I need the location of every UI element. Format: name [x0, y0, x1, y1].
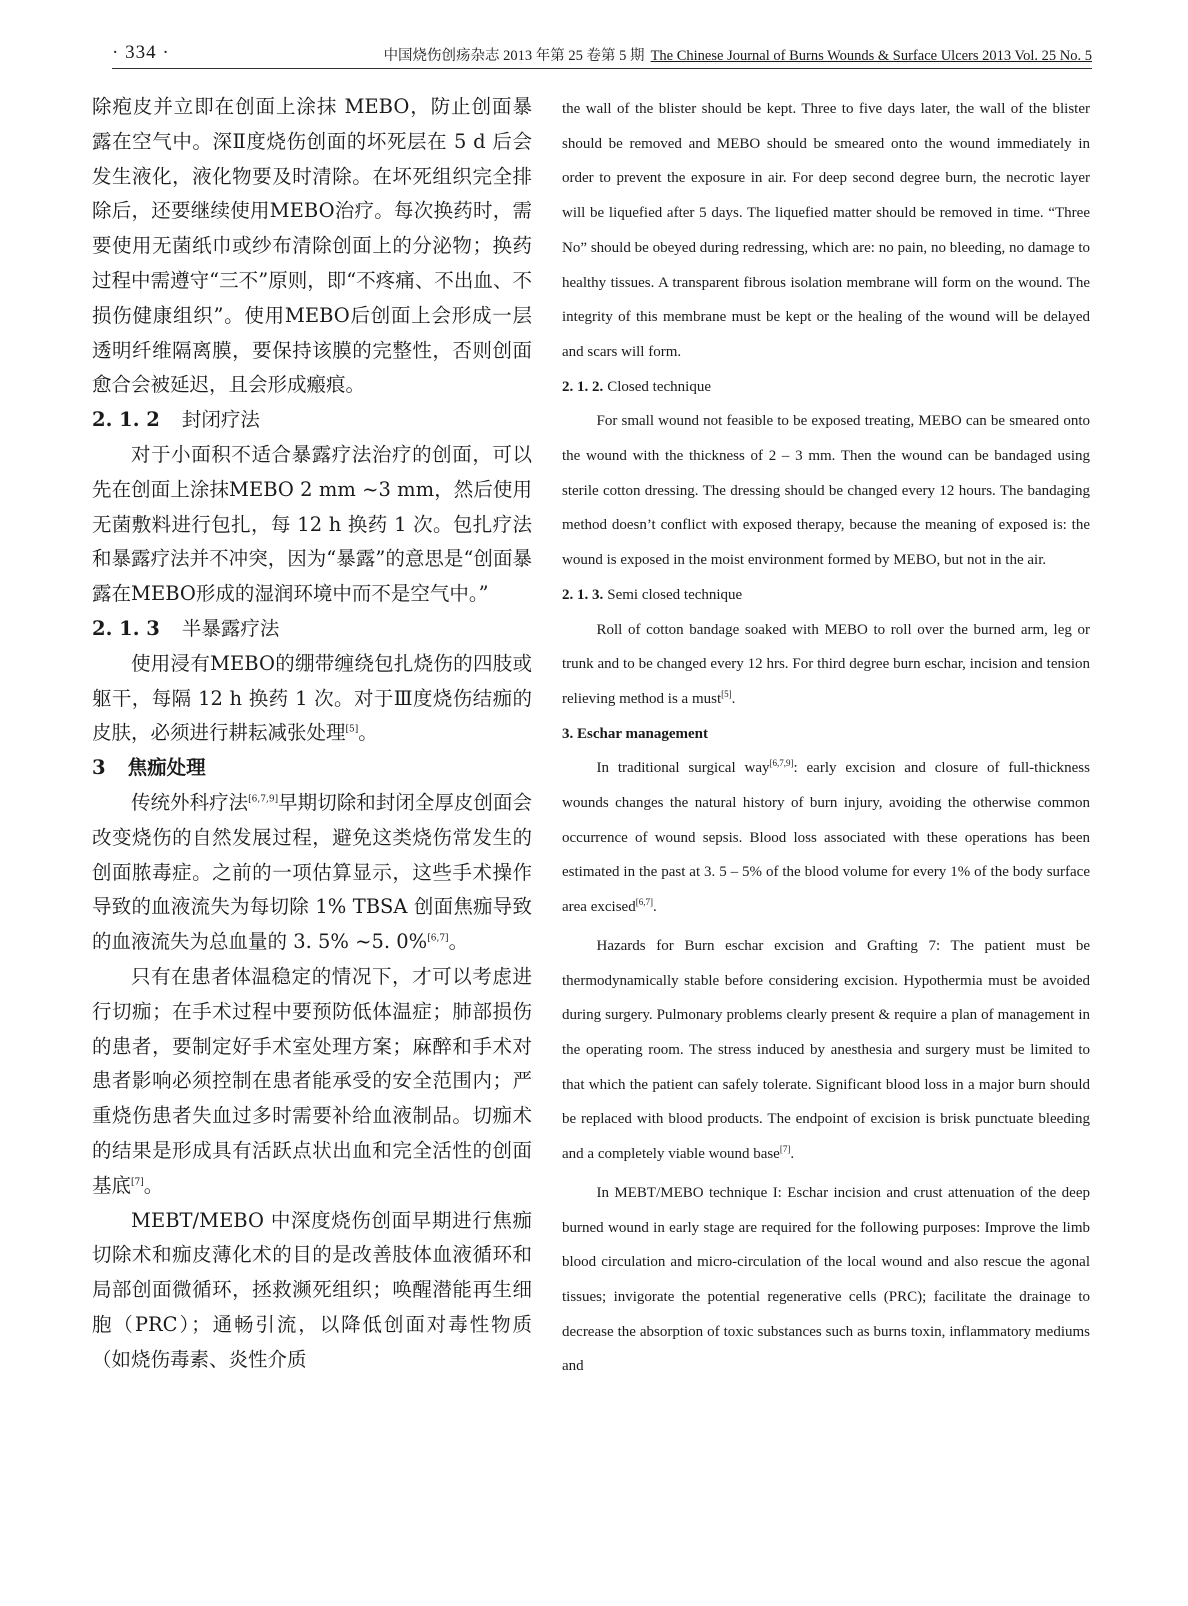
en-paragraph-5-text: Hazards for Burn eschar excision and Grafting 7: The patient must be thermodynamically stable before considering excision. Hypothermia must be avoided during surgery. Pulmonary problems clearly present & require a plan of management in the operating room. The stress induced by anesthesia and surgery must be limited to that which the patient can safely tolerate. Significant blood loss in a major burn should be replaced with blood products. The endpoint of excision is brisk punctuate bleeding and a completely viable wound base — [562, 937, 1090, 1163]
cn-paragraph-4-end: 。 — [448, 930, 469, 954]
cn-paragraph-5-end: 。 — [143, 1173, 164, 1197]
en-heading-2-1-2 — [562, 370, 1090, 405]
en-heading-3: 3. Eschar management — [562, 725, 708, 742]
cn-paragraph-3 — [92, 647, 532, 751]
cn-paragraph-4-text-a: 传统外科疗法 — [131, 790, 249, 814]
en-paragraph-5 — [562, 929, 1090, 1172]
en-citation-ref: [6,7,9] — [769, 758, 794, 769]
english-column — [562, 92, 1090, 1384]
cn-paragraph-5-text: 只有在患者体温稳定的情况下，才可以考虑进行切痂；在手术过程中要预防低体温症；肺部损伤的患者，要制定好手术室处理方案；麻醉和手术对患者影响必须控制在患者能承受的安全范围内；严重烧伤患者失血过多时需要补给血液制品。切痂术的结果是形成具有活跃点状出血和完全活性的创面基底 — [92, 964, 532, 1197]
journal-title-cn: 中国烧伤创疡杂志 2013 年第 25 卷第 5 期 — [383, 48, 645, 64]
cn-paragraph-1: 除疱皮并立即在创面上涂抹 MEBO，防止创面暴露在空气中。深Ⅱ度烧伤创面的坏死层在 5 d 后会发生液化，液化物要及时清除。在坏死组织完全排除后，还要继续使用MEBO治疗。每次换药时，需要使用无菌纸巾或纱布清除创面上的分泌物；换药过程中需遵守“三不”原则，即“不疼痛、不出血、不损伤健康组织”。使用MEBO后创面上会形成一层透明纤维隔离膜，要保持该膜的完整性，否则创面愈合会被延迟，且会形成瘢痕。 — [92, 95, 533, 397]
en-paragraph-4-text-a: In traditional surgical way — [596, 760, 770, 777]
en-paragraph-1: the wall of the blister should be kept. Three to five days later, the wall of the blister should be removed and MEBO should be smeared onto the wound immediately in order to prevent the exposure in air. For deep second degree burn, the necrotic layer will be liquefied after 5 days. The liquefied matter should be removed in time. “Three No” should be obeyed during redressing, which are: no pain, no bleeding, no damage to healthy tissues. A transparent fibrous isolation membrane will form on the wound. The integrity of this membrane must be kept or the healing of the wound will be delayed and scars will form. — [562, 101, 1090, 360]
cn-paragraph-5 — [92, 960, 532, 1204]
cn-citation-ref: [5] — [345, 724, 359, 735]
en-paragraph-5-end: . — [790, 1146, 795, 1163]
cn-paragraph-3-text: 使用浸有MEBO的绷带缠绕包扎烧伤的四肢或躯干，每隔 12 h 换药 1 次。对于Ⅲ度烧伤结痂的皮肤，必须进行耕耘减张处理 — [92, 651, 532, 745]
cn-heading-2-1-2-number: 2. 1. 2 — [92, 408, 160, 432]
cn-heading-2-1-3 — [92, 612, 532, 647]
cn-citation-ref: [6,7] — [427, 933, 449, 944]
cn-paragraph-4-text-b: 早期切除和封闭全厚皮创面会改变烧伤的自然发展过程，避免这类烧伤常发生的创面脓毒症。之前的一项估算显示，这些手术操作导致的血液流失为每切除 1% TBSA 创面焦痂导致的血液流失为总血量的 3. 5% ~5. 0% — [92, 790, 532, 954]
en-paragraph-4-end: . — [652, 899, 657, 916]
en-citation-ref: [6,7] — [635, 897, 653, 908]
en-paragraph-4-text-b: : early excision and closure of full-thickness wounds changes the natural history of burn injury, avoiding the otherwise common occurrence of wound sepsis. Blood loss associated with these operations has been estimated in the past at 3. 5 – 5% of the blood volume for every 1% of the body surface area excised — [562, 760, 1090, 916]
page-number: · 334 · — [112, 42, 170, 63]
cn-heading-3-title: 焦痂处理 — [127, 756, 206, 780]
cn-paragraph-6: MEBT/MEBO 中深度烧伤创面早期进行焦痂切除术和痂皮薄化术的目的是改善肢体血液循环和局部创面微循环，拯救濒死组织；唤醒潜能再生细胞（PRC）；通畅引流，以降低创面对毒性物质（如烧伤毒素、炎性介质 — [92, 1208, 532, 1371]
cn-paragraph-4 — [92, 786, 532, 960]
cn-heading-2-1-3-title: 半暴露疗法 — [181, 616, 280, 640]
en-heading-2-1-2-title: Closed technique — [607, 378, 711, 395]
en-paragraph-6: In MEBT/MEBO technique I: Eschar incision and crust attenuation of the deep burned wound in early stage are required for the following purposes: Improve the limb blood circulation and micro-circulation of the local wound and also rescue the agonal tissues; invigorate the potential regenerative cells (PRC); facilitate the drainage to decrease the absorption of toxic substances such as burns toxin, inflammatory mediums and — [562, 1184, 1090, 1375]
en-paragraph-2: For small wound not feasible to be exposed treating, MEBO can be smeared onto the wound with the thickness of 2 – 3 mm. Then the wound can be bandaged using sterile cotton dressing. The dressing should be changed every 12 hours. The bandaging method doesn’t conflict with exposed therapy, because the meaning of exposed is: the wound is exposed in the moist environment formed by MEBO, but not in the air. — [562, 413, 1090, 569]
en-heading-2-1-3-title: Semi closed technique — [607, 586, 743, 603]
en-paragraph-3 — [562, 613, 1090, 717]
en-paragraph-3-end: . — [731, 690, 736, 707]
cn-citation-ref: [6,7,9] — [248, 794, 279, 805]
journal-title-en: The Chinese Journal of Burns Wounds & Surface Ulcers 2013 Vol. 25 No. 5 — [650, 48, 1092, 64]
en-heading-2-1-2-number: 2. 1. 2. — [562, 378, 604, 395]
en-citation-ref: [5] — [721, 688, 732, 699]
running-header — [112, 40, 1092, 69]
cn-paragraph-3-end: 。 — [358, 721, 378, 745]
en-citation-ref: [7] — [779, 1144, 791, 1155]
en-paragraph-4 — [562, 751, 1090, 925]
cn-heading-2-1-2 — [92, 403, 532, 438]
journal-citation — [384, 44, 1092, 65]
en-heading-2-1-3-number: 2. 1. 3. — [562, 586, 604, 603]
cn-paragraph-2: 对于小面积不适合暴露疗法治疗的创面，可以先在创面上涂抹MEBO 2 mm ~3 mm，然后使用无菌敷料进行包扎，每 12 h 换药 1 次。包扎疗法和暴露疗法并不冲突，因为“暴露”的意思是“创面暴露在MEBO形成的湿润环境中而不是空气中。” — [92, 442, 532, 606]
cn-heading-2-1-2-title: 封闭疗法 — [181, 408, 260, 432]
cn-citation-ref: [7] — [131, 1177, 144, 1188]
cn-heading-3-number: 3 — [92, 756, 106, 780]
cn-heading-3 — [92, 751, 532, 786]
en-paragraph-3-text: Roll of cotton bandage soaked with MEBO to roll over the burned arm, leg or trunk and to be changed every 12 hrs. For third degree burn eschar, incision and tension relieving method is a must — [562, 621, 1090, 707]
chinese-column — [92, 90, 532, 1377]
en-heading-2-1-3 — [562, 578, 1090, 613]
cn-heading-2-1-3-number: 2. 1. 3 — [92, 616, 160, 640]
